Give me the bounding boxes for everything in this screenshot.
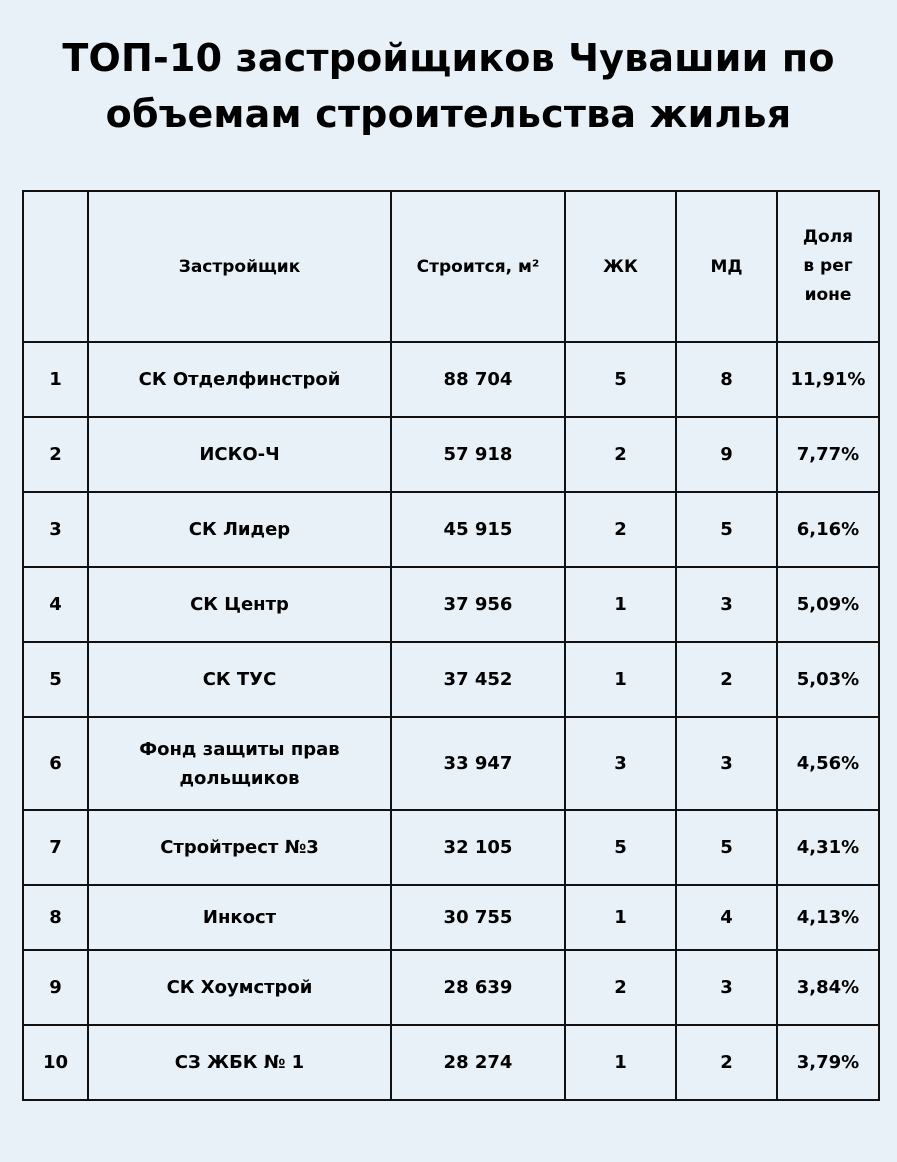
cell-rank: 2 (23, 417, 88, 492)
cell-share: 4,31% (777, 810, 879, 885)
header-rank (23, 191, 88, 342)
cell-md: 3 (676, 717, 777, 810)
cell-share: 11,91% (777, 342, 879, 417)
cell-md: 9 (676, 417, 777, 492)
cell-md: 2 (676, 642, 777, 717)
header-area: Строится, м² (391, 191, 565, 342)
table-header-row (23, 191, 879, 342)
cell-area: 57 918 (391, 417, 565, 492)
table-row (23, 417, 879, 492)
cell-zhk: 1 (565, 567, 676, 642)
cell-developer: СК Лидер (88, 492, 391, 567)
cell-area: 45 915 (391, 492, 565, 567)
cell-rank: 8 (23, 885, 88, 950)
cell-zhk: 5 (565, 810, 676, 885)
cell-area: 88 704 (391, 342, 565, 417)
cell-zhk: 5 (565, 342, 676, 417)
cell-area: 37 452 (391, 642, 565, 717)
cell-share: 3,79% (777, 1025, 879, 1100)
cell-developer: СК Центр (88, 567, 391, 642)
cell-zhk: 1 (565, 642, 676, 717)
cell-share: 5,03% (777, 642, 879, 717)
cell-rank: 3 (23, 492, 88, 567)
developers-table (22, 190, 880, 1101)
cell-zhk: 2 (565, 492, 676, 567)
cell-rank: 5 (23, 642, 88, 717)
cell-rank: 9 (23, 950, 88, 1025)
cell-zhk: 1 (565, 885, 676, 950)
cell-md: 3 (676, 950, 777, 1025)
page-title: ТОП-10 застройщиков Чувашии по объемам строительства жилья (62, 36, 835, 136)
table-row (23, 1025, 879, 1100)
table-row (23, 810, 879, 885)
cell-developer: Фонд защиты прав дольщиков (88, 717, 391, 810)
cell-md: 3 (676, 567, 777, 642)
table-row (23, 885, 879, 950)
cell-area: 37 956 (391, 567, 565, 642)
cell-developer: СК Отделфинстрой (88, 342, 391, 417)
header-zhk: ЖК (565, 191, 676, 342)
table-row (23, 717, 879, 810)
cell-zhk: 1 (565, 1025, 676, 1100)
cell-developer: Инкост (88, 885, 391, 950)
header-share: Доля в регионе (777, 191, 879, 342)
cell-area: 28 274 (391, 1025, 565, 1100)
cell-rank: 4 (23, 567, 88, 642)
cell-share: 4,56% (777, 717, 879, 810)
cell-area: 33 947 (391, 717, 565, 810)
table-row (23, 492, 879, 567)
cell-rank: 1 (23, 342, 88, 417)
cell-share: 7,77% (777, 417, 879, 492)
cell-md: 2 (676, 1025, 777, 1100)
cell-rank: 7 (23, 810, 88, 885)
cell-developer: ИСКО-Ч (88, 417, 391, 492)
cell-md: 5 (676, 810, 777, 885)
cell-developer: Стройтрест №3 (88, 810, 391, 885)
cell-share: 3,84% (777, 950, 879, 1025)
cell-md: 5 (676, 492, 777, 567)
cell-developer: СЗ ЖБК № 1 (88, 1025, 391, 1100)
cell-developer: СК Хоумстрой (88, 950, 391, 1025)
cell-zhk: 2 (565, 417, 676, 492)
header-developer: Застройщик (88, 191, 391, 342)
cell-share: 6,16% (777, 492, 879, 567)
table-row (23, 642, 879, 717)
cell-rank: 10 (23, 1025, 88, 1100)
header-md: МД (676, 191, 777, 342)
cell-md: 4 (676, 885, 777, 950)
cell-area: 32 105 (391, 810, 565, 885)
cell-zhk: 3 (565, 717, 676, 810)
table-row (23, 950, 879, 1025)
cell-md: 8 (676, 342, 777, 417)
cell-share: 5,09% (777, 567, 879, 642)
table-row (23, 567, 879, 642)
cell-area: 30 755 (391, 885, 565, 950)
cell-area: 28 639 (391, 950, 565, 1025)
cell-share: 4,13% (777, 885, 879, 950)
cell-developer: СК ТУС (88, 642, 391, 717)
cell-rank: 6 (23, 717, 88, 810)
table-row (23, 342, 879, 417)
cell-zhk: 2 (565, 950, 676, 1025)
